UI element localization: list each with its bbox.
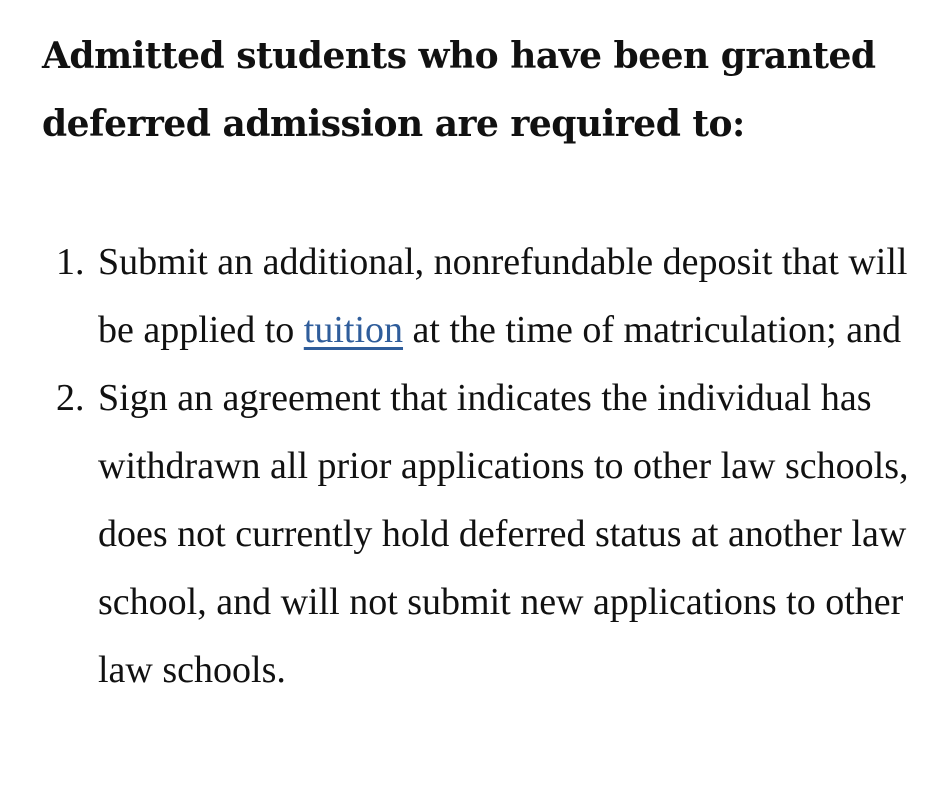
list-item [42,364,922,704]
item-text: Sign an agreement that indicates the individual has withdrawn all prior applications to other law schools, does not currently hold deferred status at another law school, and will not submit new applications to other law schools. [98,377,909,691]
list-marker: 1. [56,241,85,283]
document-content [42,22,922,704]
list-marker: 2. [56,377,85,419]
item-text-after: at the time of matriculation; and [403,309,902,351]
section-heading: Admitted students who have been granted deferred admission are required to: [42,35,876,145]
requirements-list [42,228,922,704]
item-text-before: Submit an additional, nonrefundable deposit that will be applied to [98,241,908,351]
list-item [42,228,922,364]
tuition-link[interactable]: tuition [303,309,404,351]
